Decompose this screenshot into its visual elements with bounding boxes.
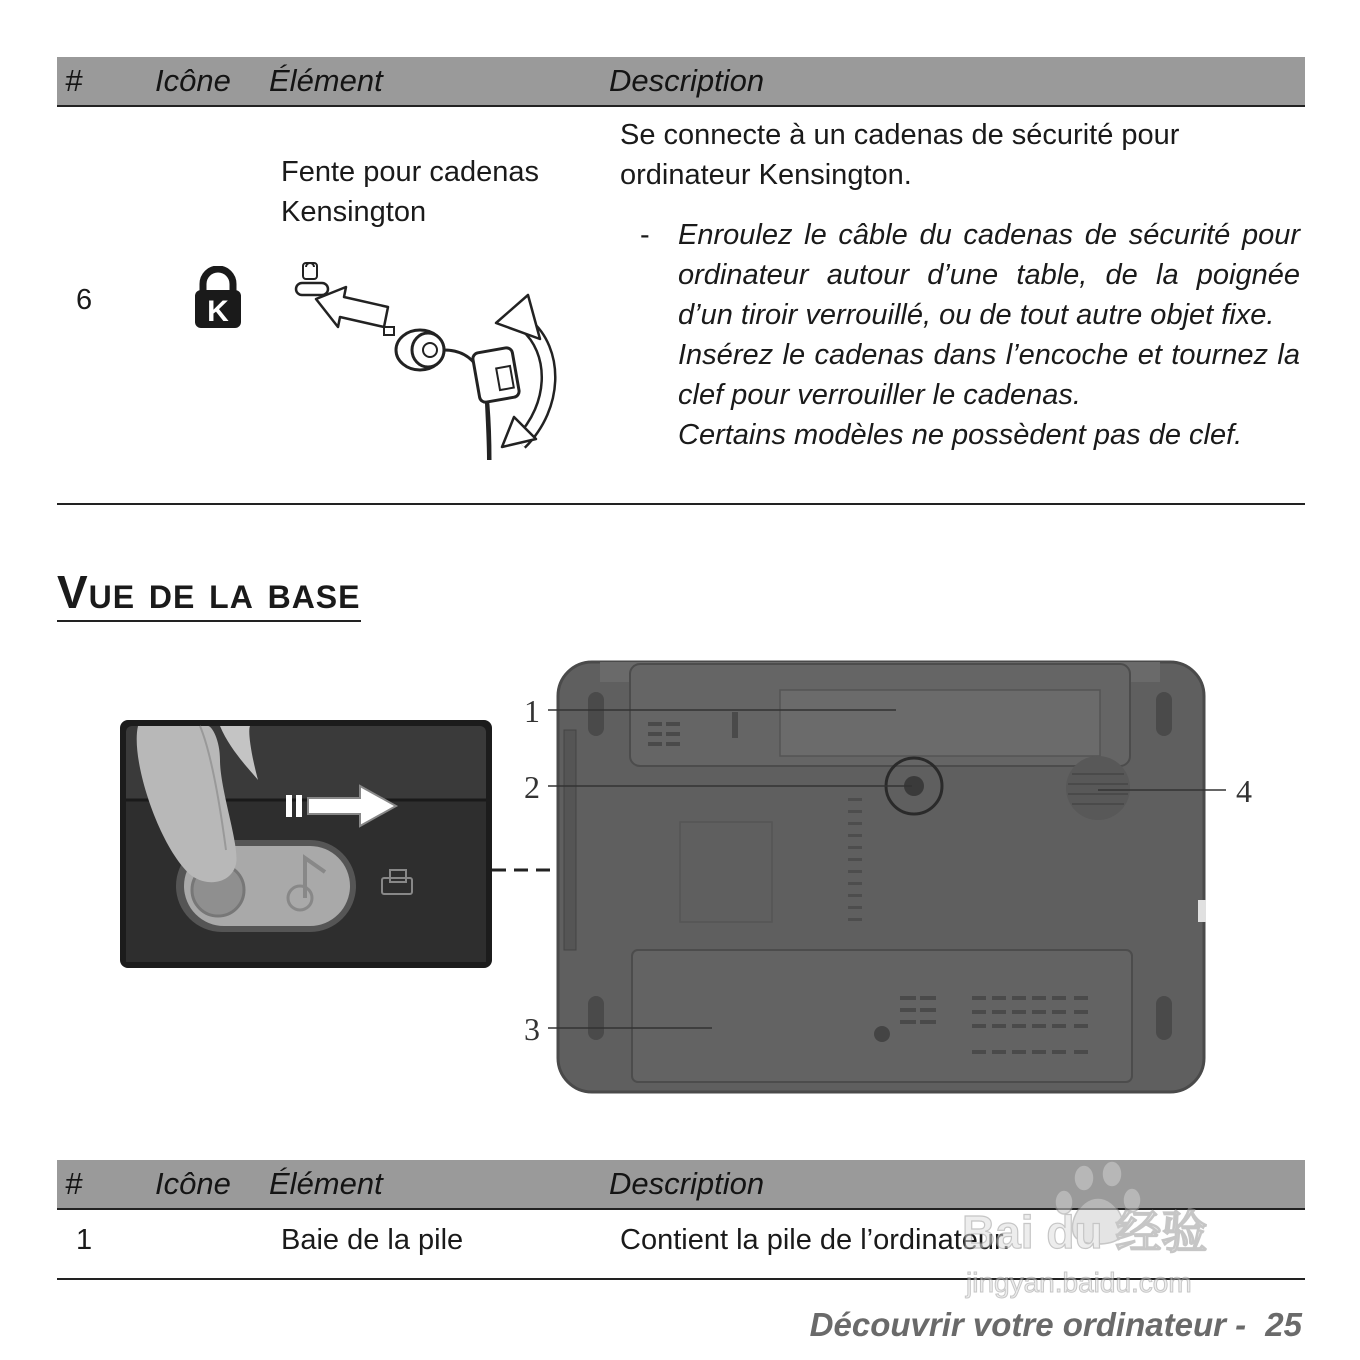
header-description: Description: [609, 63, 765, 98]
row1-element: Baie de la pile: [281, 1224, 464, 1256]
kensington-lock-illustration: [288, 255, 568, 465]
page-footer: [810, 1305, 1302, 1345]
watermark-url: jingyan.baidu.com: [966, 1267, 1192, 1298]
header-element: Élément: [269, 1166, 383, 1201]
battery-latch-inset: [120, 720, 492, 968]
bullet-item: - Enroulez le câble du cadenas de sécurité pour ordinateur autour d’une table, de la poignée d’un tiroir verrouillé, ou de tout autre objet fixe.: [640, 215, 1300, 335]
callout-1: 1: [524, 693, 540, 729]
header-element: Élément: [269, 63, 383, 98]
header-description: Description: [609, 1166, 765, 1201]
watermark-logo: Bai du 经验: [962, 1206, 1208, 1258]
bullet-item: Certains modèles ne possèdent pas de clef.: [678, 419, 1243, 451]
row1-num: 1: [76, 1224, 93, 1256]
callout-2: 2: [524, 769, 540, 805]
callout-3: 3: [524, 1011, 540, 1047]
footer-text: Découvrir votre ordinateur -: [809, 1306, 1247, 1343]
row6-bullets: [640, 215, 1300, 455]
laptop-base-illustration: [100, 650, 1280, 1110]
row6-description: Se connecte à un cadenas de sécurité pour ordinateur Kensington.: [620, 119, 1180, 191]
bullet-item: Insérez le cadenas dans l’encoche et tournez la clef pour verrouiller le cadenas.: [678, 339, 1300, 411]
section-title: Vue de la base: [57, 566, 361, 622]
row6-element: Fente pour cadenas Kensington: [281, 156, 539, 228]
table-bottom-rule: [57, 503, 1305, 505]
svg-text:K: K: [207, 295, 229, 328]
row6-num: 6: [76, 284, 93, 316]
table-header-top: [57, 57, 1305, 107]
row1-description: Contient la pile de l’ordinateur.: [620, 1224, 1011, 1256]
page-number: 25: [1265, 1306, 1302, 1343]
kensington-lock-icon: [193, 266, 243, 330]
baidu-watermark: [960, 1160, 1280, 1300]
header-num: #: [65, 1166, 83, 1201]
header-icon: Icône: [155, 1166, 231, 1201]
callout-4: 4: [1236, 773, 1252, 809]
header-icon: Icône: [155, 63, 231, 98]
header-num: #: [65, 63, 83, 98]
